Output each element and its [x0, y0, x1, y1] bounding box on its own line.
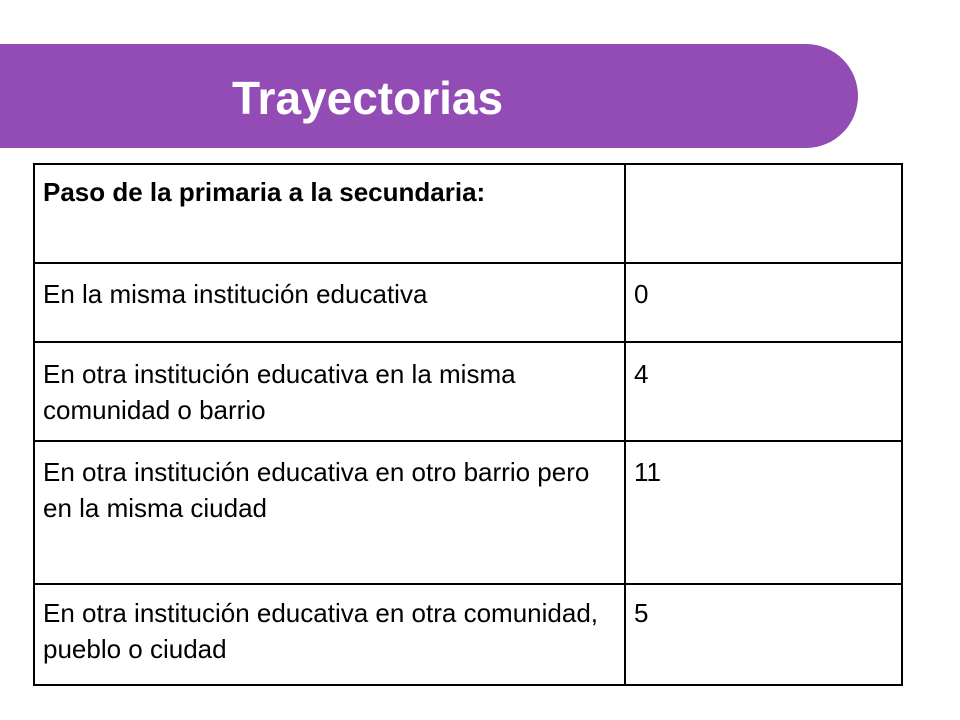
table-row [34, 584, 902, 685]
table-row [34, 441, 902, 584]
row-label: En otra institución educativa en otro barrio pero en la misma ciudad [34, 441, 625, 584]
trajectory-table [33, 163, 903, 686]
slide-title: Trayectorias [232, 72, 504, 124]
row-value: 5 [625, 584, 902, 685]
row-value: 0 [625, 263, 902, 342]
table-header-value [625, 164, 902, 263]
row-value: 4 [625, 342, 902, 441]
row-label: En otra institución educativa en la misma comunidad o barrio [34, 342, 625, 441]
row-value: 11 [625, 441, 902, 584]
table-row [34, 263, 902, 342]
table-row [34, 342, 902, 441]
row-label: En otra institución educativa en otra comunidad, pueblo o ciudad [34, 584, 625, 685]
row-label: En la misma institución educativa [34, 263, 625, 342]
table-header-row [34, 164, 902, 263]
table-header-label: Paso de la primaria a la secundaria: [34, 164, 625, 263]
